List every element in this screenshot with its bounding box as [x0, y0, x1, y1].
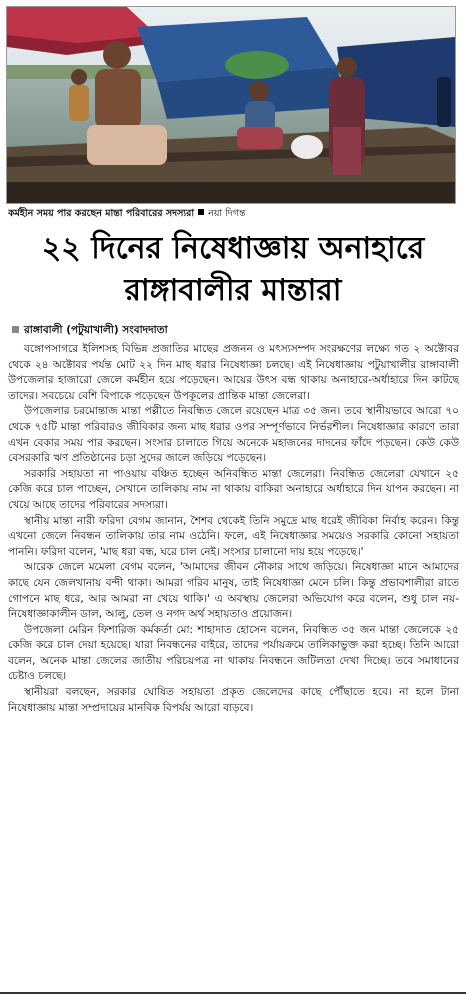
fishermen-boat-photo — [7, 7, 455, 203]
bottom-divider — [0, 992, 466, 994]
paragraph: স্থানীয়রা বলছেন, সরকার ঘোষিত সহায়তা প্রকৃত জেলেদের কাছে পৌঁছাতে হবে। না হলে টানা নিষেধাজ্ঞায় মান্তা সম্প্রদায়ের মানবিক বিপর্যয় আরো বাড়বে। — [8, 686, 459, 714]
paragraph: সরকারি সহায়তা না পাওয়ায় বঞ্চিত হচ্ছেন অনিবন্ধিত মান্তা জেলেরা। নিবন্ধিত জেলেরা যেখানে ২৫ কেজি করে চাল পাচ্ছেন, সেখানে তালিকায় নাম না থাকায় বাকিরা অনাহারে অর্ধাহারে দিন যাপন করছেন। না খেয়ে আছে তাদের পরিবারের সদস্যরা। — [8, 467, 459, 511]
headline — [4, 228, 462, 312]
photo-caption — [8, 207, 458, 221]
news-photo — [6, 6, 456, 204]
byline-square-icon — [12, 326, 19, 333]
caption-separator-square — [198, 209, 204, 215]
paragraph: স্থানীয় মান্তা নারী ফরিদা বেগম জানান, শৈশব থেকেই তিনি সমুদ্রে মাছ ধরেই জীবিকা নির্বাহ করেন। কিন্তু এখনো জেলে নিবন্ধন তালিকায় তার নাম ওঠেনি। ফলে, এই নিষেধাজ্ঞার সময়েও সরকারি কোনো সহায়তা পাননি। ফরিদা বলেন, 'মাছ ধরা বন্ধ, ঘরে চাল নেই। সংসার চালানো দায় হয়ে পড়েছে।' — [8, 514, 459, 558]
headline-line-1: ২২ দিনের নিষেধাজ্ঞায় অনাহারে — [41, 231, 425, 266]
paragraph: উপজেলা মেরিন ফিশারিজ কর্মকর্তা মো: শাহাদাত হোসেন বলেন, নিবন্ধিত ৩৫ জন মান্তা জেলেকে ২৫ কেজি করে চাল দেয়া হয়েছে। যারা নিবন্ধনের বাইরে, তাদের পর্যায়ক্রমে তালিকাভুক্ত করা হচ্ছে। তিনি আরো বলেন, অনেক মান্তা জেলের জাতীয় পরিচয়পত্র না থাকায় নিবন্ধনে জটিলতা দেখা দিচ্ছে। তবে সমাধানের চেষ্টাও চলছে। — [8, 623, 459, 683]
caption-source: নয়া দিগন্ত — [208, 208, 246, 219]
paragraph: বঙ্গোপসাগরে ইলিশসহ বিভিন্ন প্রজাতির মাছের প্রজনন ও মৎস্যসম্পদ সংরক্ষণের লক্ষ্যে গত ২ অক্টোবর থেকে ২৪ অক্টোবর পর্যন্ত মোট ২২ দিন মাছ ধরার নিষেধাজ্ঞা চলছে। এই নিষেধাজ্ঞায় পটুয়াখালীর রাঙ্গাবালী উপজেলার হাজারো জেলে কর্মহীন হয়ে পড়েছেন। আয়ের উৎস বন্ধ থাকায় অনাহারে-অর্ধাহারে দিন কাটছে তাদের। সবচেয়ে বেশি বিপাকে পড়েছেন উপকূলের প্রান্তিক মান্তা জেলেরা। — [8, 343, 459, 402]
paragraph: আরেক জেলে মমেলা বেগম বলেন, 'আমাদের জীবন নৌকার সাথে জড়িয়ে। নিষেধাজ্ঞা মানে আমাদের কাছে যেন জেলখানায় বন্দী থাকা। আমরা গরিব মানুষ, তাই নিষেধাজ্ঞা মেনে চলি। কিন্তু প্রভাবশালীরা রাতে গোপনে মাছ ধরে, আর আমরা না খেয়ে থাকি।' এ অবস্থায় জেলেরা অভিযোগ করে বলেন, শুধু চাল নয়- নিষেধাজ্ঞাকালীন ডাল, আলু, তেল ও নগদ অর্থ সহায়তাও প্রয়োজন। — [8, 561, 459, 621]
paragraph: উপজেলার চরমোন্তাজ মান্তা পল্লীতে নিবন্ধিত জেলে রয়েছেন মাত্র ৩৫ জন। তবে স্থানীয়ভাবে আরো ৭০ থেকে ৭৫টি মান্তা পরিবারও জীবিকার জন্য মাছ ধরার ওপর সম্পূর্ণভাবে নির্ভরশীল। নিষেধাজ্ঞার কারণে তারা এখন বেকার সময় পার করছেন। সংসার চালাতে গিয়ে অনেকে মহাজনের দাদনের ফাঁদে পড়ছেন। কেউ কেউ বেসরকারি ঋণ প্রতিষ্ঠানের চড়া সুদের জালে জড়িয়ে পড়েছেন। — [8, 405, 459, 465]
headline-line-2: রাঙ্গাবালীর মান্তারা — [124, 273, 342, 308]
caption-text: কর্মহীন সময় পার করছেন মান্তা পরিবারের সদস্যরা — [8, 208, 195, 219]
article-body — [8, 342, 459, 716]
byline-text: রাঙ্গাবালী (পটুয়াখালী) সংবাদদাতা — [24, 324, 168, 336]
byline — [12, 322, 452, 338]
